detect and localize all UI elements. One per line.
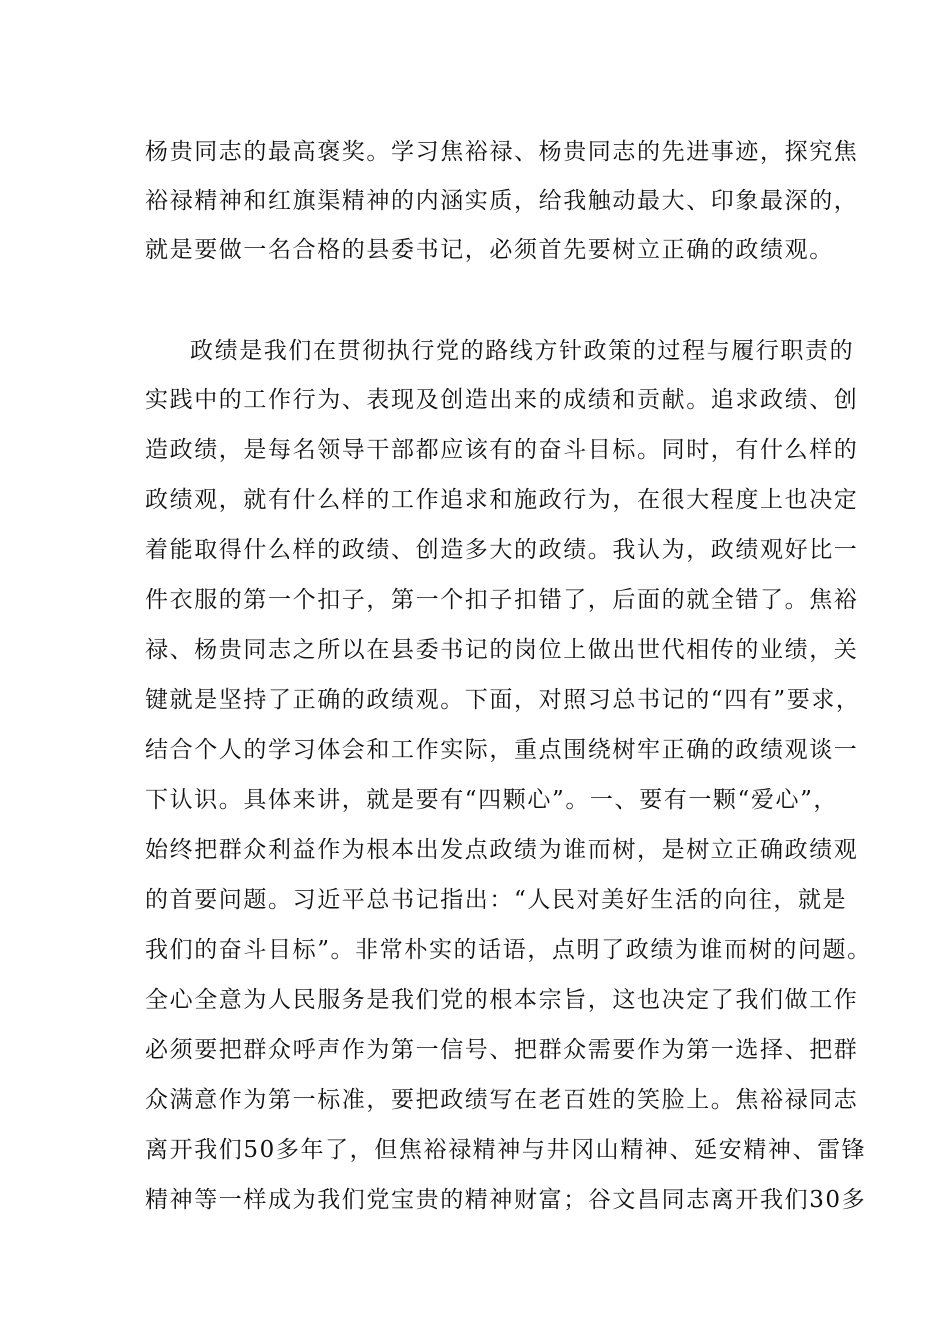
- text-line: 始终把群众利益作为根本出发点政绩为谁而树，是树立正确政绩观: [145, 837, 859, 863]
- text-line: 我们的奋斗目标”。非常朴实的话语，点明了政绩为谁而树的问题。: [145, 937, 872, 963]
- text-line: 结合个人的学习体会和工作实际，重点围绕树牢正确的政绩观谈一: [145, 737, 859, 763]
- text-line: 件衣服的第一个扣子，第一个扣子扣错了，后面的就全错了。焦裕: [145, 587, 859, 613]
- text-line: 政绩观，就有什么样的工作追求和施政行为，在很大程度上也决定: [145, 487, 859, 513]
- text-line: 政绩是我们在贯彻执行党的路线方针政策的过程与履行职责的: [190, 338, 855, 364]
- text-line: 造政绩，是每名领导干部都应该有的奋斗目标。同时，有什么样的: [145, 437, 859, 463]
- text-line: 的首要问题。习近平总书记指出：“人民对美好生活的向往，就是: [145, 887, 848, 913]
- text-line: 着能取得什么样的政绩、创造多大的政绩。我认为，政绩观好比一: [145, 537, 859, 563]
- text-line: 就是要做一名合格的县委书记，必须首先要树立正确的政绩观。: [145, 237, 834, 263]
- text-line: 全心全意为人民服务是我们党的根本宗旨，这也决定了我们做工作: [145, 987, 859, 1013]
- text-line: 必须要把群众呼声作为第一信号、把群众需要作为第一选择、把群: [145, 1037, 859, 1063]
- text-line: 裕禄精神和红旗渠精神的内涵实质，给我触动最大、印象最深的，: [145, 188, 859, 214]
- text-line: 众满意作为第一标准，要把政绩写在老百姓的笑脸上。焦裕禄同志: [145, 1087, 859, 1113]
- text-line: 键就是坚持了正确的政绩观。下面，对照习总书记的“四有”要求，: [145, 687, 861, 713]
- text-line: 实践中的工作行为、表现及创造出来的成绩和贡献。追求政绩、创: [145, 387, 859, 413]
- text-line: 杨贵同志的最高褒奖。学习焦裕禄、杨贵同志的先进事迹，探究焦: [145, 139, 859, 165]
- text-line: 精神等一样成为我们党宝贵的精神财富；谷文昌同志离开我们30多: [145, 1187, 867, 1213]
- text-line: 离开我们50多年了，但焦裕禄精神与井冈山精神、延安精神、雷锋: [145, 1137, 867, 1163]
- text-line: 下认识。具体来讲，就是要有“四颗心”。一、要有一颗“爱心”，: [145, 787, 839, 813]
- text-line: 禄、杨贵同志之所以在县委书记的岗位上做出世代相传的业绩，关: [145, 637, 859, 663]
